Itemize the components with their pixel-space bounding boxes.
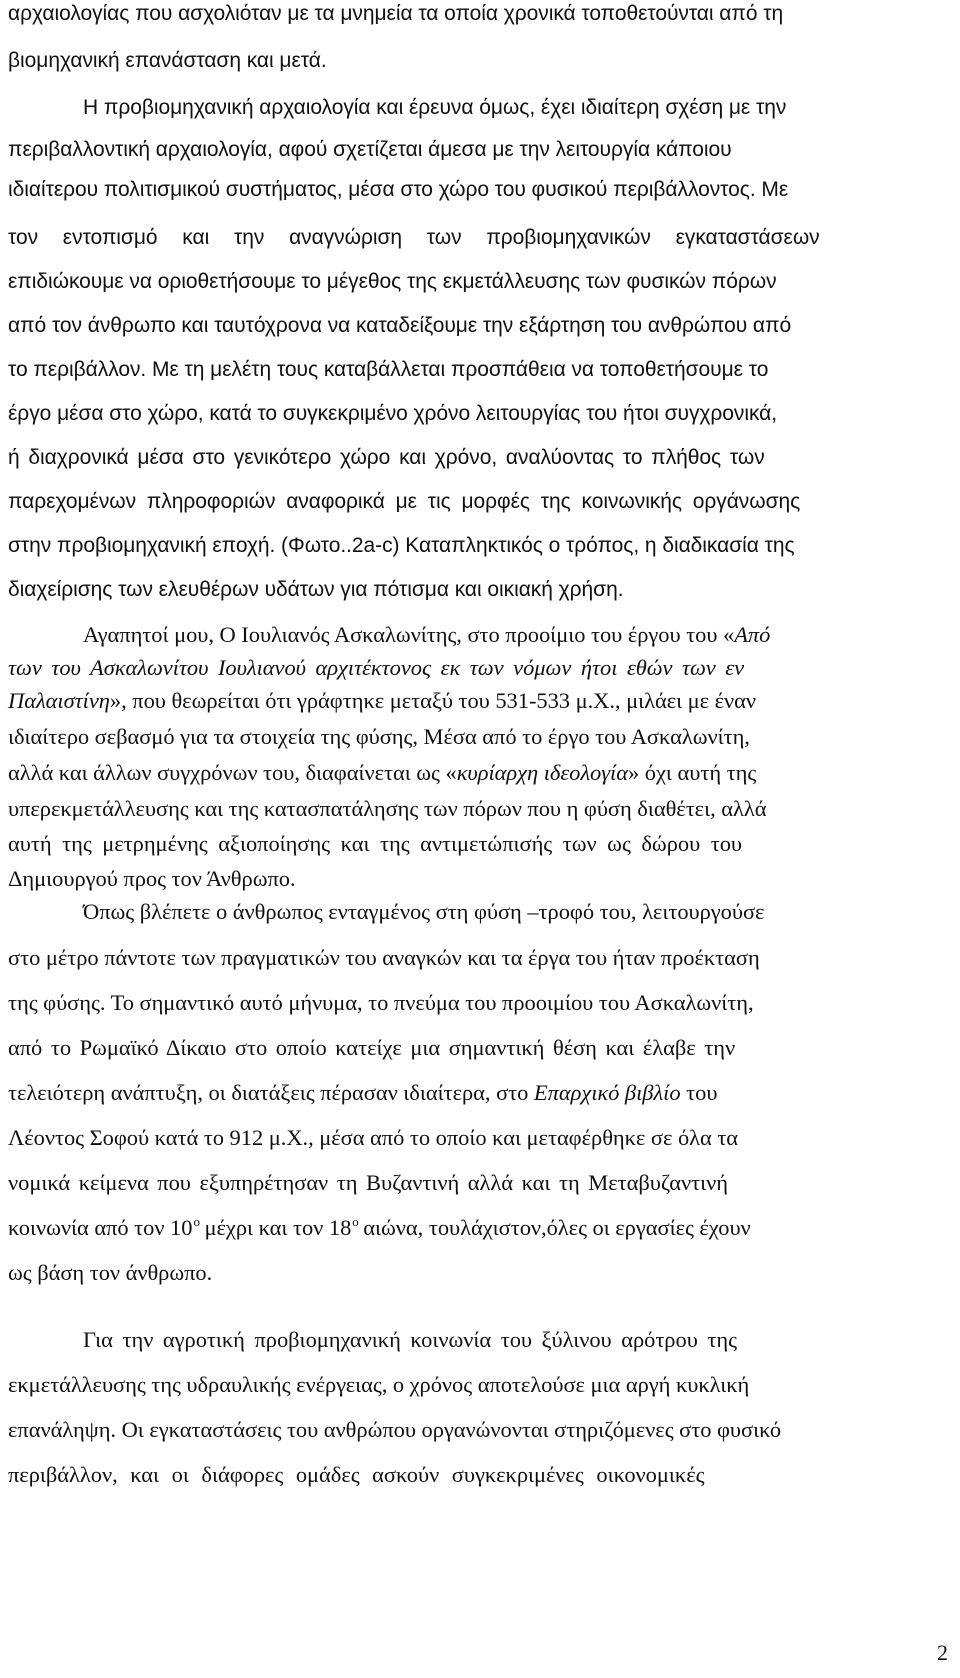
text-line: περιβαλλοντική αρχαιολογία, αφού σχετίζεται άμεσα με την λειτουργία κάποιου bbox=[8, 138, 732, 161]
text-line: ιδιαίτερου πολιτισμικού συστήματος, μέσα στο χώρο του φυσικού περιβάλλοντος. Με bbox=[8, 178, 789, 201]
superscript: ο bbox=[352, 1214, 359, 1229]
text-line: τελειότερη ανάπτυξη, οι διατάξεις πέρασαν ιδιαίτερα, στο Επαρχικό βιβλίο του bbox=[8, 1080, 718, 1105]
text-line: Δημιουργού προς τον Άνθρωπο. bbox=[8, 866, 296, 891]
text-line: περιβάλλον, και οι διάφορες ομάδες ασκούν συγκεκριμένες οικονομικές bbox=[8, 1462, 705, 1487]
text-line: στο μέτρο πάντοτε των πραγματικών του αναγκών και τα έργα του ήταν προέκταση bbox=[8, 945, 760, 970]
text-line: των του Ασκαλωνίτου Ιουλιανού αρχιτέκτονος εκ των νόμων ήτοι εθών των εν bbox=[8, 655, 745, 680]
text-line: ιδιαίτερο σεβασμό για τα στοιχεία της φύσης, Μέσα από το έργο του Ασκαλωνίτη, bbox=[8, 724, 750, 749]
text-line: ως βάση τον άνθρωπο. bbox=[8, 1260, 213, 1285]
text-line: της φύσης. Το σημαντικό αυτό μήνυμα, το πνεύμα του προοιμίου του Ασκαλωνίτη, bbox=[8, 990, 754, 1015]
text-line: έργο μέσα στο χώρο, κατά το συγκεκριμένο χρόνο λειτουργίας του ήτοι συγχρονικά, bbox=[8, 402, 778, 425]
text-line: παρεχομένων πληροφοριών αναφορικά με τις μορφές της κοινωνικής οργάνωσης bbox=[8, 490, 801, 513]
text-line: επανάληψη. Οι εγκαταστάσεις του ανθρώπου οργανώνονται στηριζόμενες στο φυσικό bbox=[8, 1417, 782, 1442]
text-line: τον εντοπισμό και την αναγνώριση των προβιομηχανικών εγκαταστάσεων bbox=[8, 226, 820, 249]
superscript: ο bbox=[193, 1214, 200, 1229]
text-line: εκμετάλλευσης της υδραυλικής ενέργειας, ο χρόνος αποτελούσε μια αργή κυκλική bbox=[8, 1372, 750, 1397]
text-line: κοινωνία από τον $10^o$ μέχρι και τον $18^o$ αιώνα, τουλάχιστον,όλες οι εργασίες έχουν bbox=[8, 1214, 751, 1240]
text-line: Παλαιστίνη», που θεωρείται ότι γράφτηκε μεταξύ του 531-533 μ.Χ., μιλάει με έναν bbox=[8, 688, 757, 713]
text-line: αυτή της μετρημένης αξιοποίησης και της αντιμετώπισής των ως δώρου του bbox=[8, 831, 743, 856]
text-line: επιδιώκουμε να οριοθετήσουμε το μέγεθος της εκμετάλλευσης των φυσικών πόρων bbox=[8, 270, 777, 293]
text-line: νομικά κείμενα που εξυπηρέτησαν τη Βυζαντινή αλλά και τη Μεταβυζαντινή bbox=[8, 1170, 728, 1195]
text-line: διαχείρισης των ελευθέρων υδάτων για πότισμα και οικιακή χρήση. bbox=[8, 578, 624, 601]
text-line: βιομηχανική επανάσταση και μετά. bbox=[8, 49, 327, 72]
text-line: από το Ρωμαϊκό Δίκαιο στο οποίο κατείχε μια σημαντική θέση και έλαβε την bbox=[8, 1035, 736, 1060]
text-line: Για την αγροτική προβιομηχανική κοινωνία του ξύλινου αρότρου της bbox=[83, 1327, 737, 1352]
page-number: 2 bbox=[937, 1640, 948, 1665]
text-line: Λέοντος Σοφού κατά το 912 μ.Χ., μέσα από το οποίο και μεταφέρθηκε σε όλα τα bbox=[8, 1125, 739, 1150]
text-line: το περιβάλλον. Με τη μελέτη τους καταβάλλεται προσπάθεια να τοποθετήσουμε το bbox=[8, 358, 769, 381]
text-line: Όπως βλέπετε ο άνθρωπος ενταγμένος στη φύση –τροφό του, λειτουργούσε bbox=[83, 899, 765, 924]
document-page bbox=[8, 0, 960, 1678]
text-line: υπερεκμετάλλευσης και της κατασπατάλησης των πόρων που η φύση διαθέτει, αλλά bbox=[8, 796, 767, 821]
text-line: ή διαχρονικά μέσα στο γενικότερο χώρο και χρόνο, αναλύοντας το πλήθος των bbox=[8, 446, 765, 469]
text-line: αρχαιολογίας που ασχολιόταν με τα μνημεία τα οποία χρονικά τοποθετούνται από τη bbox=[8, 2, 784, 25]
text-line: Αγαπητοί μου, Ο Ιουλιανός Ασκαλωνίτης, στο προοίμιο του έργου του «Από bbox=[83, 622, 771, 647]
text-line: Η προβιομηχανική αρχαιολογία και έρευνα όμως, έχει ιδιαίτερη σχέση με την bbox=[83, 96, 787, 119]
text-line: αλλά και άλλων συγχρόνων του, διαφαίνεται ως «κυρίαρχη ιδεολογία» όχι αυτή της bbox=[8, 760, 757, 785]
text-line: στην προβιομηχανική εποχή. (Φωτο..2a-c) Καταπληκτικός ο τρόπος, η διαδικασία της bbox=[8, 534, 795, 557]
text-line: από τον άνθρωπο και ταυτόχρονα να καταδείξουμε την εξάρτηση του ανθρώπου από bbox=[8, 314, 792, 337]
